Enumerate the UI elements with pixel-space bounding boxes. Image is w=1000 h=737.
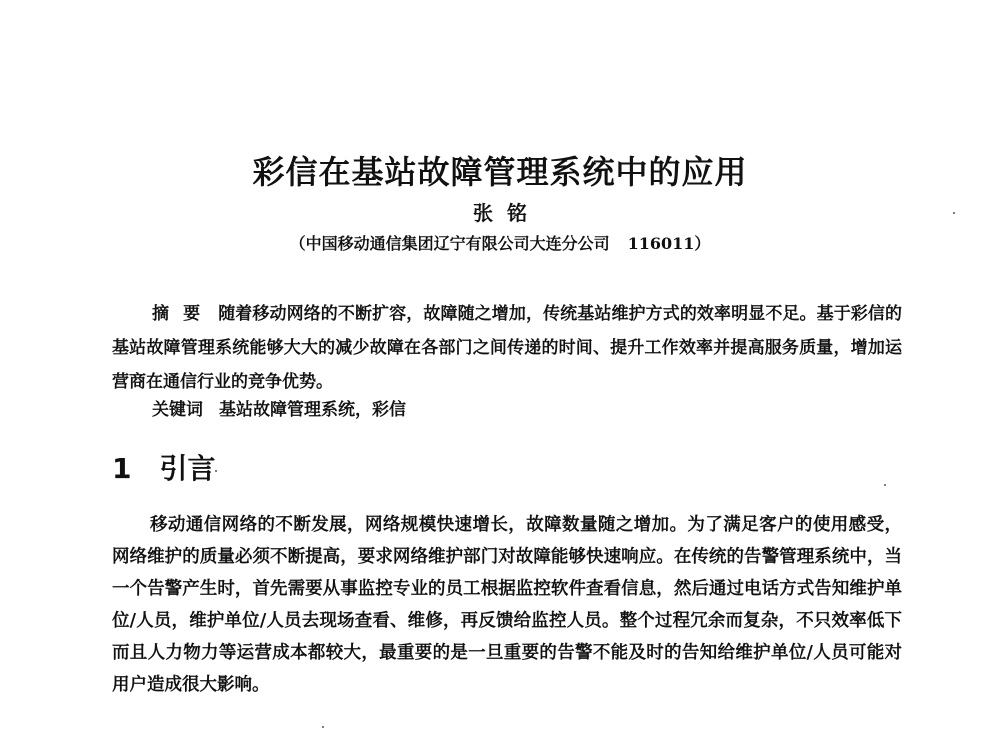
scan-speck bbox=[953, 212, 955, 214]
cut-off-next-line bbox=[112, 726, 902, 737]
keywords bbox=[152, 397, 902, 423]
scan-speck bbox=[322, 726, 324, 728]
keywords-label: 关键词 bbox=[152, 400, 203, 420]
scan-speck bbox=[884, 484, 886, 486]
paper-title: 彩信在基站故障管理系统中的应用 bbox=[252, 153, 748, 191]
affiliation-org: （中国移动通信集团辽宁有限公司大连分公司 bbox=[289, 234, 610, 253]
affiliation-postcode: 116011） bbox=[627, 234, 711, 253]
introduction-paragraph: 移动通信网络的不断发展，网络规模快速增长，故障数量随之增加。为了满足客户的使用感受，网络维护的质量必须不断提高，要求网络维护部门对故障能够快速响应。在传统的告警管理系统中，当一个告警产生时，首先需要从事监控专业的员工根据监控软件查看信息，然后通过电话方式告知维护单位/人员，维护单位/人员去现场查看、维修，再反馈给监控人员。整个过程冗余而复杂，不只效率低下而且人力物力等运营成本都较大，最重要的是一旦重要的告警不能及时的告知给维护单位/人员可能对用户造成很大影响。 bbox=[112, 515, 902, 695]
author-name: 张铭 bbox=[473, 201, 541, 225]
scan-speck bbox=[215, 470, 217, 472]
section-heading-introduction bbox=[112, 450, 216, 488]
abstract-text: 随着移动网络的不断扩容，故障随之增加，传统基站维护方式的效率明显不足。基于彩信的基站故障管理系统能够大大的减少故障在各部门之间传递的时间、提升工作效率并提高服务质量，增加运营商在通信行业的竞争优势。 bbox=[112, 304, 903, 392]
section-number: 1 bbox=[112, 452, 132, 485]
author-affiliation bbox=[0, 231, 1000, 257]
abstract bbox=[112, 297, 902, 399]
abstract-label: 摘要 bbox=[152, 304, 215, 324]
section-title: 引言 bbox=[159, 452, 216, 485]
keywords-text: 基站故障管理系统，彩信 bbox=[219, 400, 406, 420]
